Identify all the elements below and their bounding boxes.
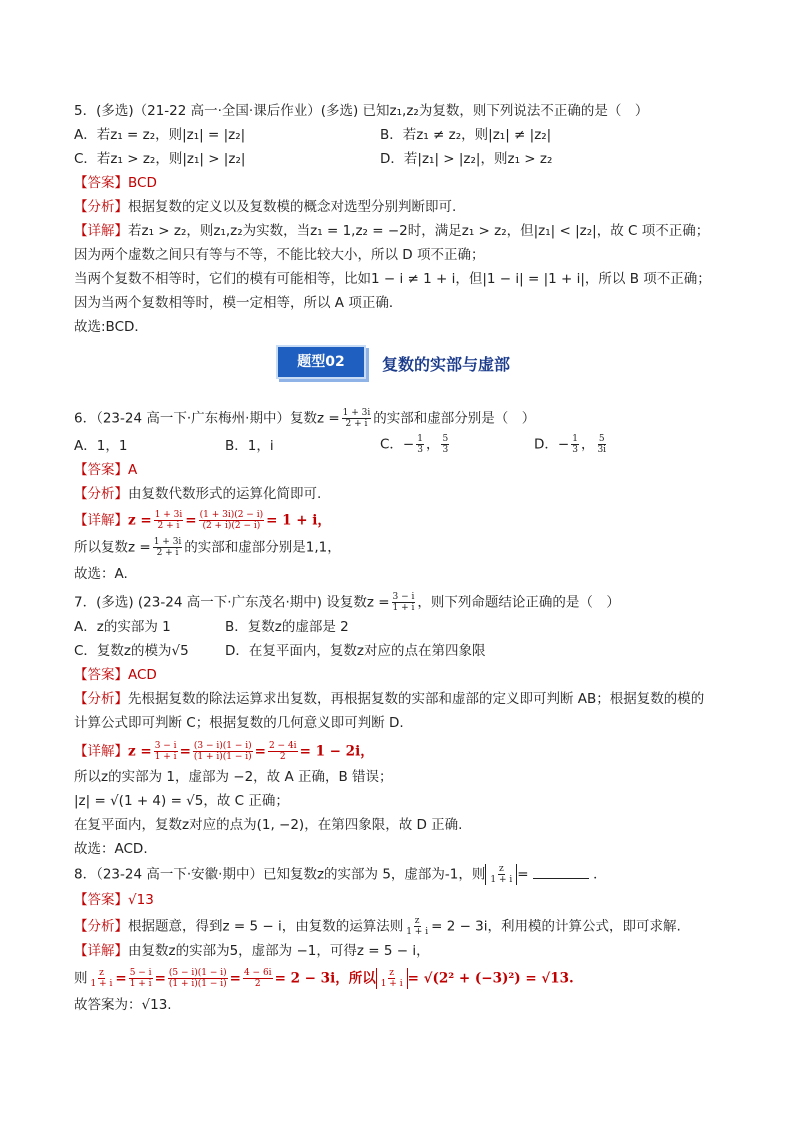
numerator: 3 − i: [392, 592, 415, 602]
answer-blank[interactable]: [533, 866, 589, 879]
denominator: 3: [442, 445, 449, 455]
fraction: [441, 434, 449, 455]
fraction: [392, 592, 416, 613]
stem-text: 的实部和虚部分别是（ ）: [373, 410, 536, 427]
answer-tag: 【答案】: [74, 667, 128, 683]
q7-analysis-1: [74, 690, 704, 708]
q6-option-a: A．1，1: [74, 438, 128, 454]
fraction: [154, 510, 184, 531]
fraction: [243, 968, 273, 989]
math-expr: z =: [128, 743, 152, 760]
q7-stem: [74, 592, 620, 613]
q7-option-b: B．复数z的虚部是 2: [225, 619, 349, 635]
q6-analysis: [74, 485, 321, 503]
numerator: z: [99, 968, 104, 978]
q7-detail-3: |z| = √(1 + 4) = √5，故 C 正确；: [74, 793, 289, 809]
numerator: 1: [417, 434, 423, 444]
math-expr: =: [179, 743, 191, 760]
abs-bars: [376, 968, 408, 989]
q5-stem: 5．(多选)（21-22 高一·全国·课后作业）(多选) 已知z₁,z₂为复数，则下列说法不正确的是（ ）: [74, 103, 649, 119]
option-label: D．−: [534, 436, 570, 453]
fraction: [489, 864, 513, 885]
q5-detail-2: 因为两个虚数之间只有等与不等，不能比较大小，所以 D 项不正确；: [74, 247, 485, 263]
answer-tag: 【答案】: [74, 462, 128, 478]
q5-conclusion: 故选:BCD．: [74, 319, 148, 335]
analysis-tag: 【分析】: [74, 486, 128, 502]
numerator: 1 + 3i: [153, 537, 182, 547]
analysis-tag: 【分析】: [74, 691, 128, 707]
stem-text: 8．（23-24 高一下·安徽·期中）已知复数z的实部为 5，虚部为-1，则: [74, 866, 486, 883]
fraction: [168, 968, 228, 989]
math-expr: =: [254, 743, 266, 760]
detail-tag: 【详解】: [74, 943, 128, 959]
fraction: [342, 408, 372, 429]
q8-analysis: [74, 916, 681, 937]
denominator: 2: [254, 979, 261, 989]
q8-answer: [74, 891, 154, 909]
numerator: 5: [598, 434, 605, 444]
numerator: z: [498, 864, 504, 874]
denominator: 2 + i: [345, 419, 368, 429]
detail-tag: 【详解】: [74, 743, 128, 760]
fraction: [90, 968, 114, 989]
analysis-tag: 【分析】: [74, 199, 128, 215]
answer-value: √13: [128, 892, 154, 908]
detail-text: 若z₁ > z₂，则z₁,z₂为实数，当z₁ = 1,z₂ = −2时，满足z₁ > z₂，但|z₁| < |z₂|，故 C 项不正确；: [128, 223, 710, 239]
fraction: [154, 741, 178, 762]
detail-text: 由复数z的实部为5，虚部为 −1，可得z = 5 − i，: [128, 943, 430, 959]
q7-detail-2: 所以z的实部为 1，虚部为 −2，故 A 正确，B 错误；: [74, 769, 393, 785]
fraction: [129, 968, 153, 989]
fraction: [268, 741, 298, 762]
fraction: [596, 434, 607, 455]
denominator: 1 + i: [90, 979, 113, 989]
numerator: 1 + 3i: [342, 408, 371, 418]
math-result: = 1 + i，: [266, 512, 331, 529]
stem-text: =: [517, 866, 529, 883]
section-title: 复数的实部与虚部: [382, 355, 511, 374]
fraction: [405, 916, 429, 937]
q5-analysis: [74, 198, 456, 216]
numerator: (3 − i)(1 − i): [193, 741, 252, 751]
denominator: 2: [279, 752, 286, 762]
analysis-text: 先根据复数的除法运算求出复数，再根据复数的实部和虚部的定义即可判断 AB；根据复数的模的: [128, 691, 705, 707]
q7-answer: [74, 666, 157, 684]
answer-tag: 【答案】: [74, 892, 128, 908]
fraction: [571, 434, 579, 455]
analysis-text: 由复数代数形式的运算化简即可.: [128, 486, 322, 502]
q7-detail-1: [74, 741, 374, 762]
detail-text: 所以复数z =: [74, 539, 151, 556]
q7-analysis-2: 计算公式即可判断 C；根据复数的几何意义即可判断 D.: [74, 715, 404, 731]
separator: ，: [425, 436, 440, 453]
q6-conclusion: 故选：A.: [74, 566, 128, 582]
q7-option-c: C．复数z的模为√5: [74, 643, 189, 659]
stem-text: ，则下列命题结论正确的是（ ）: [417, 594, 620, 611]
q6-stem: [74, 408, 535, 429]
stem-text: 6．（23-24 高一下·广东梅州·期中）复数z =: [74, 410, 340, 427]
q5-option-d: D．若|z₁| > |z₂|，则z₁ > z₂: [380, 151, 553, 167]
fraction: [380, 968, 404, 989]
option-label: C．−: [380, 436, 415, 453]
fraction: [416, 434, 424, 455]
numerator: 1: [572, 434, 578, 444]
answer-value: A: [128, 462, 138, 478]
q6-option-d: [534, 434, 609, 455]
denominator: 3: [572, 445, 578, 455]
detail-text: 则: [74, 970, 88, 987]
numerator: 5: [442, 434, 449, 444]
q8-detail-1: [74, 942, 430, 960]
abs-bars: [485, 864, 517, 885]
q8-detail-2: [74, 968, 574, 989]
fraction: [199, 510, 265, 531]
fraction: [193, 741, 253, 762]
numerator: 5 − i: [129, 968, 152, 978]
section-badge-label: 题型02: [276, 345, 366, 379]
q6-detail-1: [74, 510, 331, 531]
math-expr: =: [185, 512, 197, 529]
answer-tag: 【答案】: [74, 175, 128, 191]
denominator: 3: [417, 445, 423, 455]
q5-detail-4: 因为当两个复数相等时，模一定相等，所以 A 项正确．: [74, 295, 403, 311]
detail-tag: 【详解】: [74, 512, 128, 529]
denominator: 1 + i: [406, 927, 429, 937]
denominator: 1 + i: [154, 752, 177, 762]
q5-option-c: C．若z₁ > z₂，则|z₁| > |z₂|: [74, 151, 246, 167]
numerator: 3 − i: [154, 741, 177, 751]
q8-conclusion: 故答案为：√13.: [74, 997, 172, 1013]
math-result: = √(2² + (−3)²) = √13.: [407, 970, 574, 987]
analysis-text: 根据题意，得到z = 5 − i，由复数的运算法则: [128, 918, 404, 935]
numerator: z: [389, 968, 395, 978]
denominator: 3i: [597, 445, 607, 455]
denominator: 1 + i: [129, 979, 152, 989]
denominator: (1 + i)(1 − i): [168, 979, 227, 989]
numerator: z: [414, 916, 420, 926]
separator: ，: [580, 436, 595, 453]
q7-option-d: D．在复平面内，复数z对应的点在第四象限: [225, 643, 486, 659]
detail-tag: 【详解】: [74, 223, 128, 239]
q6-detail-2: [74, 537, 341, 558]
denominator: (1 + i)(1 − i): [193, 752, 252, 762]
q5-option-b: B．若z₁ ≠ z₂，则|z₁| ≠ |z₂|: [380, 127, 552, 143]
analysis-tag: 【分析】: [74, 918, 128, 935]
denominator: 2 + i: [156, 548, 179, 558]
math-expr: z =: [128, 512, 152, 529]
denominator: 2 + i: [157, 521, 180, 531]
q7-option-a: A．z的实部为 1: [74, 619, 171, 635]
denominator: 1 + i: [380, 979, 403, 989]
math-expr: =: [115, 970, 127, 987]
stem-text: ．: [593, 866, 607, 883]
math-result: = 1 − 2i，: [299, 743, 374, 760]
answer-value: BCD: [128, 175, 157, 191]
q7-detail-4: 在复平面内，复数z对应的点为(1, −2)，在第四象限，故 D 正确.: [74, 817, 463, 833]
numerator: 1 + 3i: [154, 510, 183, 520]
q6-answer: [74, 461, 137, 479]
stem-text: 7．(多选) (23-24 高一下·广东茂名·期中) 设复数z =: [74, 594, 390, 611]
q8-stem: [74, 864, 607, 885]
numerator: (5 − i)(1 − i): [168, 968, 227, 978]
q5-detail-3: 当两个复数不相等时，它们的模有可能相等，比如1 − i ≠ 1 + i，但|1 − i| = |1 + i|，所以 B 项不正确；: [74, 271, 711, 287]
q6-option-b: B．1，i: [225, 438, 274, 454]
q5-answer: [74, 174, 157, 192]
detail-text: 的实部和虚部分别是1,1，: [184, 539, 341, 556]
math-result: = 2 − 3i，所以: [274, 970, 376, 987]
q6-option-c: [380, 434, 451, 455]
denominator: 1 + i: [490, 875, 513, 885]
denominator: (2 + i)(2 − i): [202, 521, 261, 531]
analysis-text: = 2 − 3i，利用模的计算公式，即可求解.: [431, 918, 681, 935]
math-expr: =: [229, 970, 241, 987]
q7-conclusion: 故选：ACD.: [74, 841, 148, 857]
fraction: [153, 537, 183, 558]
q5-option-a: A．若z₁ = z₂，则|z₁| = |z₂|: [74, 127, 246, 143]
analysis-text: 根据复数的定义以及复数模的概念对选型分别判断即可.: [128, 199, 457, 215]
answer-value: ACD: [128, 667, 157, 683]
numerator: 4 − 6i: [243, 968, 272, 978]
numerator: 2 − 4i: [268, 741, 297, 751]
section-badge: [276, 345, 366, 379]
denominator: 1 + i: [392, 603, 415, 613]
numerator: (1 + 3i)(2 − i): [199, 510, 264, 520]
q5-detail-1: [74, 222, 709, 240]
math-expr: =: [154, 970, 166, 987]
